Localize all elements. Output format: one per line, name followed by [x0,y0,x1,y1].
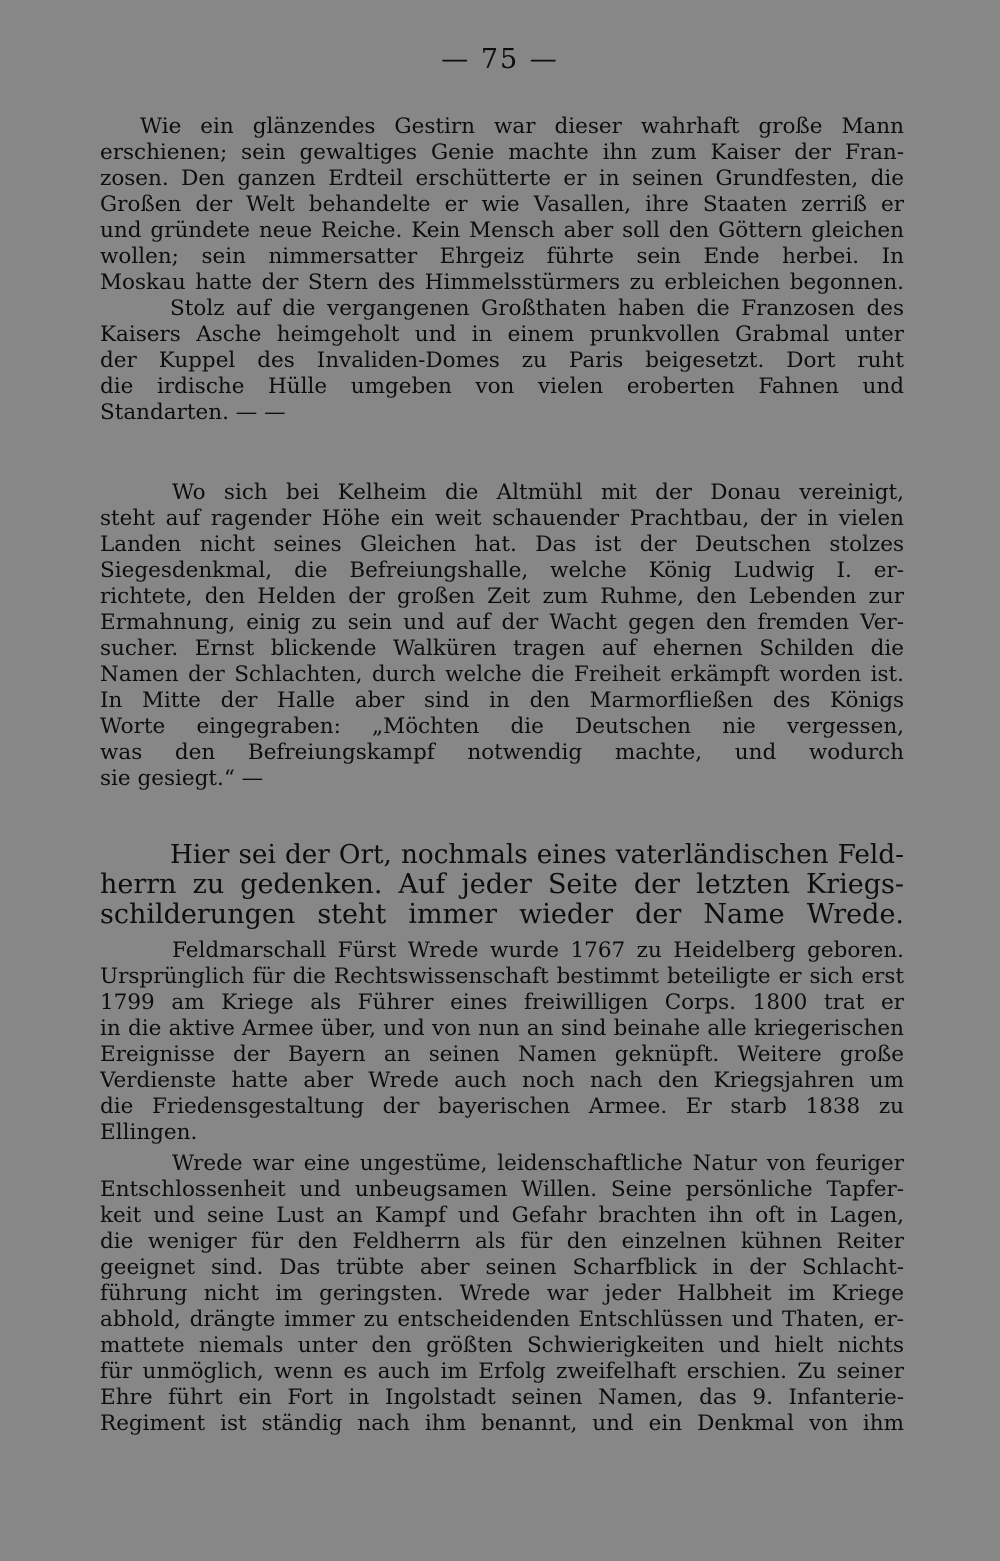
text-line: die irdische Hülle umgeben von vielen eroberten Fahnen und [100,374,904,399]
text-line: Ehre führt ein Fort in Ingolstadt seinen Namen, das 9. Infanterie- [100,1385,904,1410]
text-line: herrn zu gedenken. Auf jeder Seite der letzten Kriegs- [100,870,904,900]
text-line: sucher. Ernst blickende Walküren tragen auf ehernen Schilden die [100,636,904,661]
text-line: wollen; sein nimmersatter Ehrgeiz führte sein Ende herbei. In [100,244,904,269]
text-line: zosen. Den ganzen Erdteil erschütterte er in seinen Grundfesten, die [100,166,904,191]
text-line: der Kuppel des Invaliden-Domes zu Paris beigesetzt. Dort ruht [100,348,904,373]
text-line: Ereignisse der Bayern an seinen Namen geknüpft. Weitere große [100,1042,904,1067]
text-line: Entschlossenheit und unbeugsamen Willen. Seine persönliche Tapfer- [100,1177,904,1202]
text-line: Ermahnung, einig zu sein und auf der Wacht gegen den fremden Ver- [100,610,904,635]
page-number: — 75 — [441,44,559,75]
text-line: Namen der Schlachten, durch welche die Freiheit erkämpft worden ist. [100,662,904,687]
text-line: was den Befreiungskampf notwendig machte, und wodurch [100,740,904,765]
paragraph-wrede-character [100,1151,904,1437]
text-line: Stolz auf die vergangenen Großthaten haben die Franzosen des [170,296,904,321]
text-line: Kaisers Asche heimgeholt und in einem prunkvollen Grabmal unter [100,322,904,347]
text-line: sie gesiegt.“ — [100,766,264,791]
text-line: Moskau hatte der Stern des Himmelsstürmers zu erbleichen begonnen. [100,270,904,295]
text-line: in die aktive Armee über, und von nun an sind beinahe alle kriegerischen [100,1016,904,1041]
text-line: keit und seine Lust an Kampf und Gefahr brachten ihn oft in Lagen, [100,1203,904,1228]
text-line: steht auf ragender Höhe ein weit schauender Prachtbau, der in vielen [100,506,904,531]
text-line: Wrede war eine ungestüme, leidenschaftliche Natur von feuriger [172,1151,904,1176]
text-line: führung nicht im geringsten. Wrede war jeder Halbheit im Kriege [100,1281,904,1306]
text-line: abhold, drängte immer zu entscheidenden Entschlüssen und Thaten, er- [100,1307,904,1332]
paragraph-wrede-intro [100,840,904,930]
paragraph-befreiungshalle [100,480,904,792]
text-line: für unmöglich, wenn es auch im Erfolg zweifelhaft erschien. Zu seiner [100,1359,904,1384]
text-line: geeignet sind. Das trübte aber seinen Scharfblick in der Schlacht- [100,1255,904,1280]
text-line: In Mitte der Halle aber sind in den Marmorfließen des Königs [100,688,904,713]
text-line: Wie ein glänzendes Gestirn war dieser wahrhaft große Mann [140,114,904,139]
paragraph-wrede-biography [100,938,904,1146]
text-line: Ursprünglich für die Rechtswissenschaft bestimmt beteiligte er sich erst [100,964,904,989]
text-line: die Friedensgestaltung der bayerischen Armee. Er starb 1838 zu [100,1094,904,1119]
text-line: richtete, den Helden der großen Zeit zum Ruhme, den Lebenden zur [100,584,904,609]
text-line: Siegesdenkmal, die Befreiungshalle, welche König Ludwig I. er- [100,558,904,583]
text-line: Wo sich bei Kelheim die Altmühl mit der Donau vereinigt, [172,480,904,505]
text-line: erschienen; sein gewaltiges Genie machte ihn zum Kaiser der Fran- [100,140,904,165]
text-line: mattete niemals unter den größten Schwierigkeiten und hielt nichts [100,1333,904,1358]
text-line: Landen nicht seines Gleichen hat. Das ist der Deutschen stolzes [100,532,904,557]
text-line: Standarten. — — [100,400,286,425]
text-line: die weniger für den Feldherrn als für den einzelnen kühnen Reiter [100,1229,904,1254]
text-line: 1799 am Kriege als Führer eines freiwilligen Corps. 1800 trat er [100,990,904,1015]
text-line: Regiment ist ständig nach ihm benannt, und ein Denkmal von ihm [100,1411,904,1436]
paragraph-napoleon [100,114,904,426]
text-line: und gründete neue Reiche. Kein Mensch aber soll den Göttern gleichen [100,218,904,243]
text-line: Ellingen. [100,1120,198,1145]
text-line: schilderungen steht immer wieder der Name Wrede. [100,900,904,930]
text-line: Großen der Welt behandelte er wie Vasallen, ihre Staaten zerriß er [100,192,904,217]
text-line: Verdienste hatte aber Wrede auch noch nach den Kriegsjahren um [100,1068,904,1093]
text-line: Worte eingegraben: „Möchten die Deutschen nie vergessen, [100,714,904,739]
text-line: Hier sei der Ort, nochmals eines vaterländischen Feld- [170,840,904,870]
text-line: Feldmarschall Fürst Wrede wurde 1767 zu Heidelberg geboren. [172,938,904,963]
